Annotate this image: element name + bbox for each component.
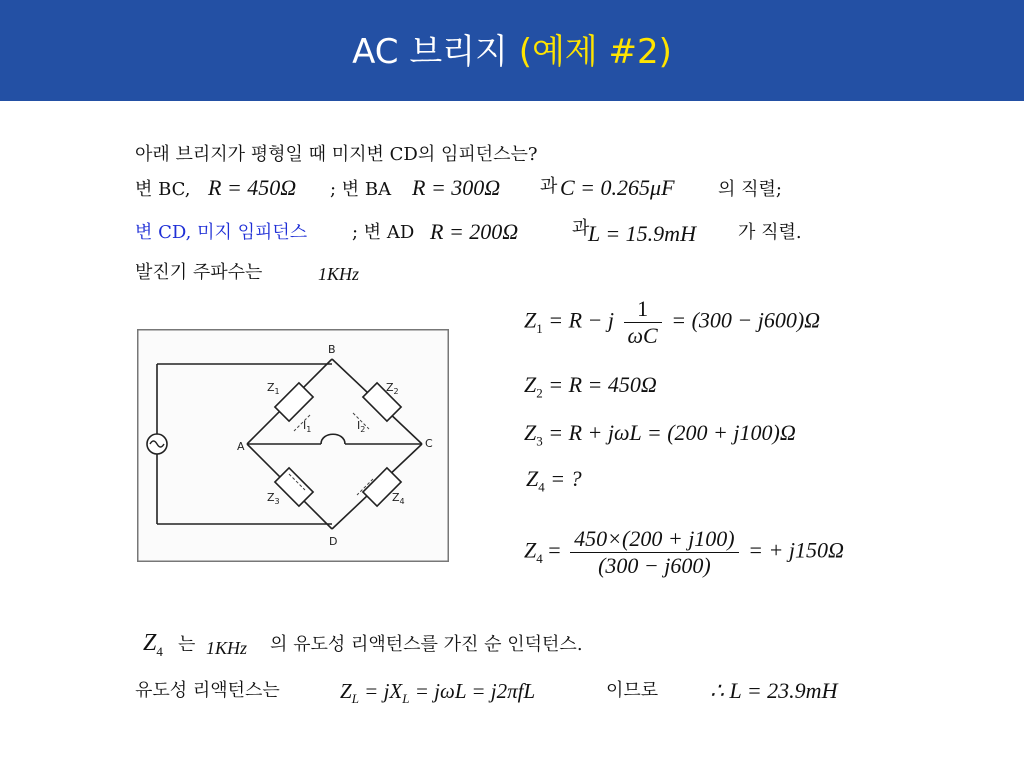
problem-line-3-and: 과 [572,218,590,239]
z4-label: $Z_4$ [392,491,405,506]
slide-title [0,24,1024,73]
z1-label: $Z_1$ [267,381,280,396]
problem-line-2-and: 과 [540,176,558,197]
problem-line-2-sep: ; 변 BA [330,179,392,200]
eq-ba-c: C = 0.265μF [560,175,675,200]
eq-ad-r: R = 200Ω [430,219,519,244]
eq-z4-solution: $Z_4$ = $\frac{450\times(200 + j100)}{(300 - j600)}$ = + j150Ω [524,526,844,578]
problem-line-3-sep: ; 변 AD [352,222,415,243]
eq-bc-r: R = 450Ω [208,175,297,200]
conclusion-line-2: 유도성 리액턴스는 [135,680,280,701]
conclusion-is: 는 [178,634,196,655]
eq-ad-l: L = 15.9mH [588,221,696,246]
i2-label: $I_2$ [357,419,366,434]
conclusion-freq: 1KHz [206,638,248,658]
title-bar [0,0,1024,101]
eq-z4-question: $Z_4$ = ? [526,466,582,495]
result-inductance: ∴ L = 23.9mH [710,678,838,703]
problem-line-3-suffix: 가 직렬. [738,222,802,243]
node-d-label: D [329,535,338,548]
conclusion-line-1: 의 유도성 리액턴스를 가진 순 인덕턴스. [270,634,583,655]
node-a-label: A [237,440,245,453]
title-example: (예제 #2) [518,32,672,72]
z2-label: $Z_2$ [386,381,399,396]
conclusion-therefore-text: 이므로 [606,680,659,701]
node-c-label: C [425,437,433,450]
z3-label: $Z_3$ [267,491,280,506]
title-main: AC 브리지 [352,32,508,72]
problem-line-1: 아래 브리지가 평형일 때 미지변 CD의 임피던스는? [135,144,538,165]
i1-label: $I_1$ [303,419,312,434]
z4-symbol: $Z_4$ [143,630,163,659]
eq-zl: $Z_L = jX_L = j\omega L = j2\pi fL$ [340,679,536,707]
eq-ba-r: R = 300Ω [412,175,501,200]
problem-line-2-prefix: 변 BC, [135,179,191,200]
bridge-circuit-diagram [137,329,449,562]
eq-z2: $Z_2 = R = 450\Omega$ [524,372,657,401]
problem-line-2-suffix: 의 직렬; [718,179,782,200]
problem-line-4-prefix: 발진기 주파수는 [135,262,263,283]
eq-z3: $Z_3 = R + j\omega L = (200 + j100)\Omega$ [524,420,796,449]
problem-line-3-blue: 변 CD, 미지 임피던스 [135,222,308,243]
freq-value: 1KHz [318,264,360,284]
eq-z1: $Z_1 = R - j$ $\frac{1}{\omega C}$ = (300 − j600)Ω [524,296,821,348]
node-b-label: B [328,343,336,356]
